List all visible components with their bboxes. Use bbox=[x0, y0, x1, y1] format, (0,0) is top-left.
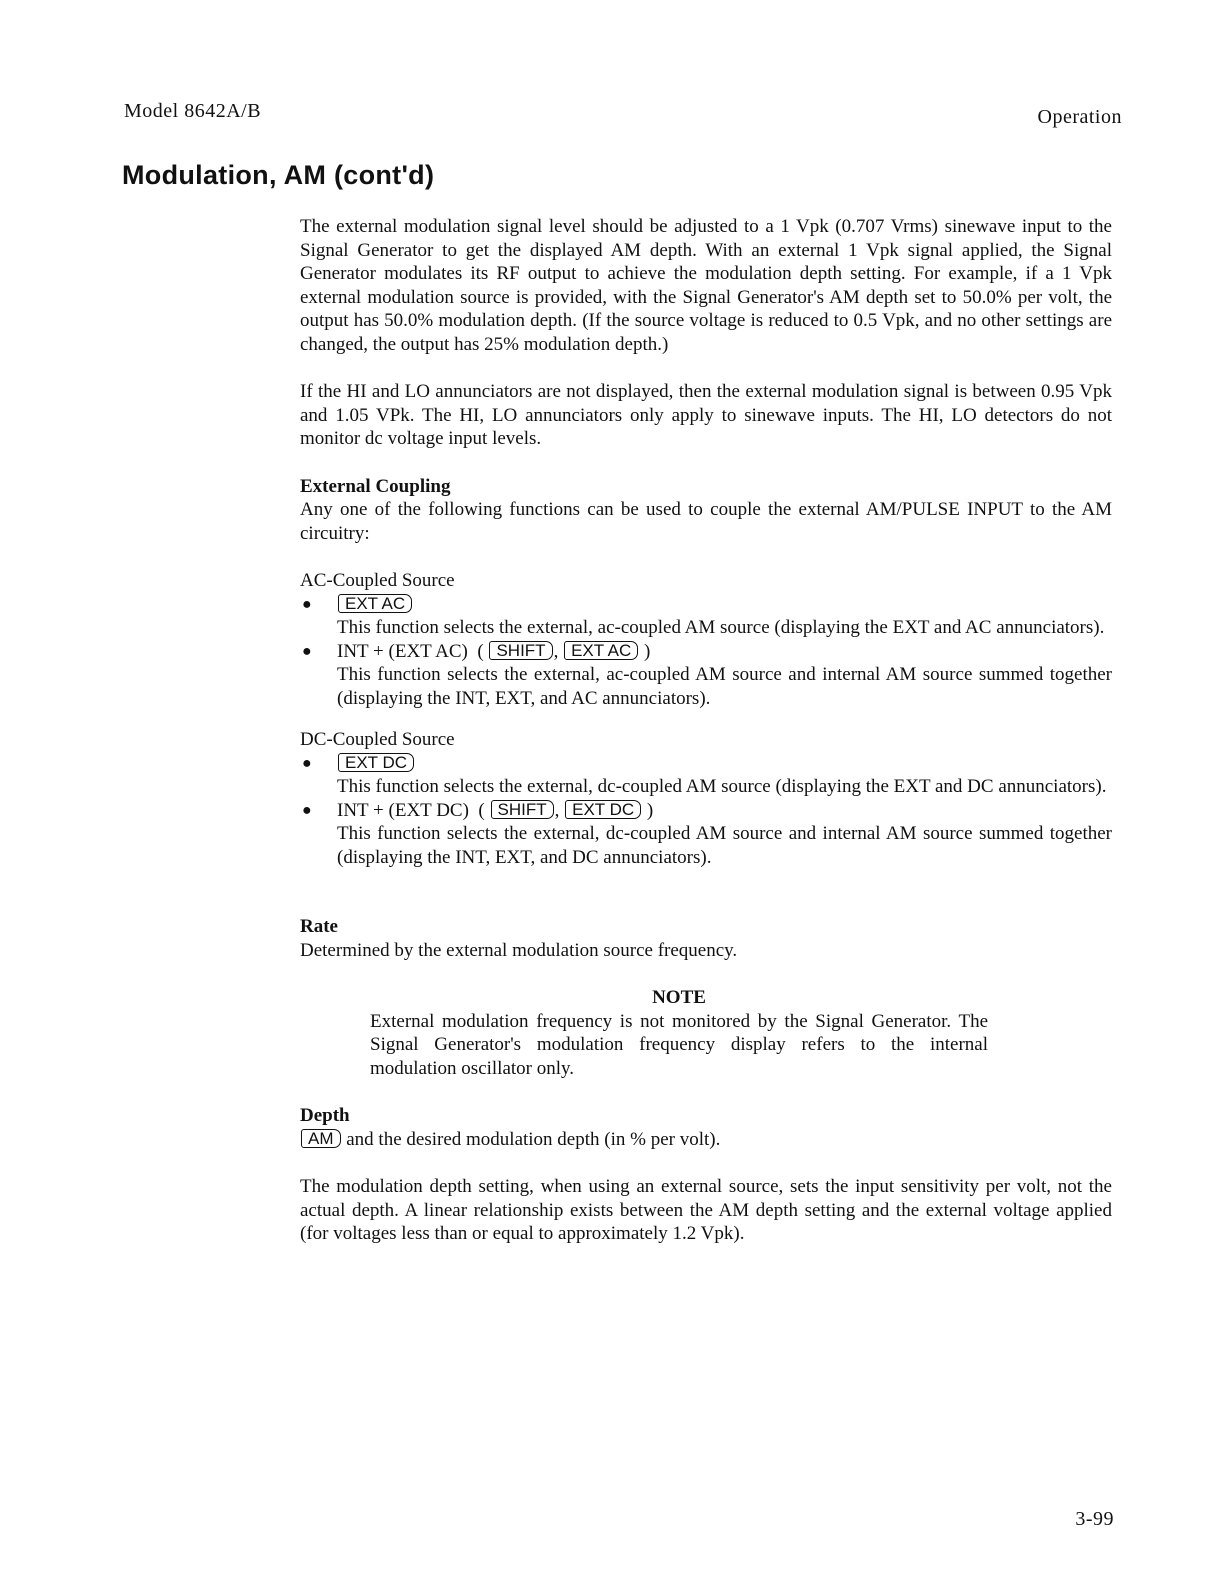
intro-paragraph-1: The external modulation signal level should be adjusted to a 1 Vpk (0.707 Vrms) sinewave input to the Signal Generator to get the displayed AM depth. With an external 1 Vpk signal applied, the Signal Generator modulates its RF output to achieve the modulation depth setting. For example, if a 1 Vpk external modulation source is provided, with the Signal Generator's AM depth set to 50.0% per volt, the output has 50.0% modulation depth. (If the source voltage is reduced to 0.5 Vpk, and no other settings are changed, the output has 25% modulation depth.) bbox=[300, 216, 1112, 355]
note-block bbox=[370, 986, 988, 1080]
dc-item-2-description: This function selects the external, dc-coupled AM source and internal AM source summed together (displaying the INT, EXT, and DC annunciators). bbox=[337, 823, 1112, 868]
intro-paragraph-2: If the HI and LO annunciators are not displayed, then the external modulation signal is between 0.95 Vpk and 1.05 VPk. The HI, LO annunciators only apply to sinewave inputs. The HI, LO detectors do not monitor dc voltage input levels. bbox=[300, 381, 1112, 449]
page-title: Modulation, AM (cont'd) bbox=[122, 160, 435, 190]
shift-key: SHIFT bbox=[489, 641, 552, 660]
rate-heading: Rate bbox=[300, 916, 338, 937]
bullet-icon: ● bbox=[302, 801, 312, 819]
external-coupling-heading: External Coupling bbox=[300, 475, 451, 497]
ac-item-2-label: INT + (EXT AC) bbox=[337, 640, 468, 662]
am-key: AM bbox=[301, 1129, 341, 1148]
rate-text: Determined by the external modulation source frequency. bbox=[300, 939, 738, 961]
ext-ac-key: EXT AC bbox=[338, 594, 412, 613]
ext-ac-key: EXT AC bbox=[564, 641, 638, 660]
bullet-icon: ● bbox=[302, 595, 312, 613]
ac-item-2-description: This function selects the external, ac-coupled AM source and internal AM source summed together (displaying the INT, EXT, and AC annunciators). bbox=[337, 664, 1112, 709]
note-heading: NOTE bbox=[652, 987, 706, 1008]
page-number: 3-99 bbox=[1075, 1508, 1114, 1530]
header-section: Operation bbox=[1037, 106, 1122, 128]
ext-dc-key: EXT DC bbox=[565, 800, 641, 819]
ext-dc-key: EXT DC bbox=[338, 753, 414, 772]
bullet-icon: ● bbox=[302, 642, 312, 660]
ac-item-int-ext-ac: ● INT + (EXT AC) ( SHIFT , EXT AC ) This function selects the external, ac-coupled AM source and internal AM source summed together (displaying the INT, EXT, and AC annunciators). bbox=[302, 640, 1112, 709]
external-coupling-text: Any one of the following functions can be used to couple the external AM/PULSE INPUT to the AM circuitry: bbox=[300, 499, 1112, 544]
note-text: External modulation frequency is not monitored by the Signal Generator. The Signal Generator's modulation frequency display refers to the internal modulation oscillator only. bbox=[370, 1010, 988, 1079]
ac-item-1-description: This function selects the external, ac-coupled AM source (displaying the EXT and AC annunciators). bbox=[337, 617, 1105, 638]
dc-item-ext-dc bbox=[300, 752, 1112, 799]
depth-heading: Depth bbox=[300, 1105, 350, 1126]
ac-item-ext-ac bbox=[300, 593, 1112, 640]
ac-coupled-heading: AC-Coupled Source bbox=[300, 570, 455, 591]
bullet-icon: ● bbox=[302, 754, 312, 772]
depth-line-text: and the desired modulation depth (in % per volt). bbox=[346, 1128, 721, 1150]
depth-paragraph: The modulation depth setting, when using an external source, sets the input sensitivity per volt, not the actual depth. A linear relationship exists between the AM depth setting and the external voltage applied (for voltages less than or equal to approximately 1.2 Vpk). bbox=[300, 1176, 1112, 1244]
dc-item-1-description: This function selects the external, dc-coupled AM source (displaying the EXT and DC annunciators). bbox=[337, 776, 1107, 797]
header-model: Model 8642A/B bbox=[124, 100, 262, 122]
dc-coupled-heading: DC-Coupled Source bbox=[300, 729, 455, 750]
dc-item-int-ext-dc: ● INT + (EXT DC) ( SHIFT , EXT DC ) This function selects the external, dc-coupled AM source and internal AM source summed together (displaying the INT, EXT, and DC annunciators). bbox=[302, 799, 1112, 868]
shift-key: SHIFT bbox=[491, 800, 554, 819]
main-content bbox=[300, 215, 1112, 1246]
depth-line bbox=[300, 1128, 1112, 1152]
dc-item-2-label: INT + (EXT DC) bbox=[337, 799, 469, 821]
